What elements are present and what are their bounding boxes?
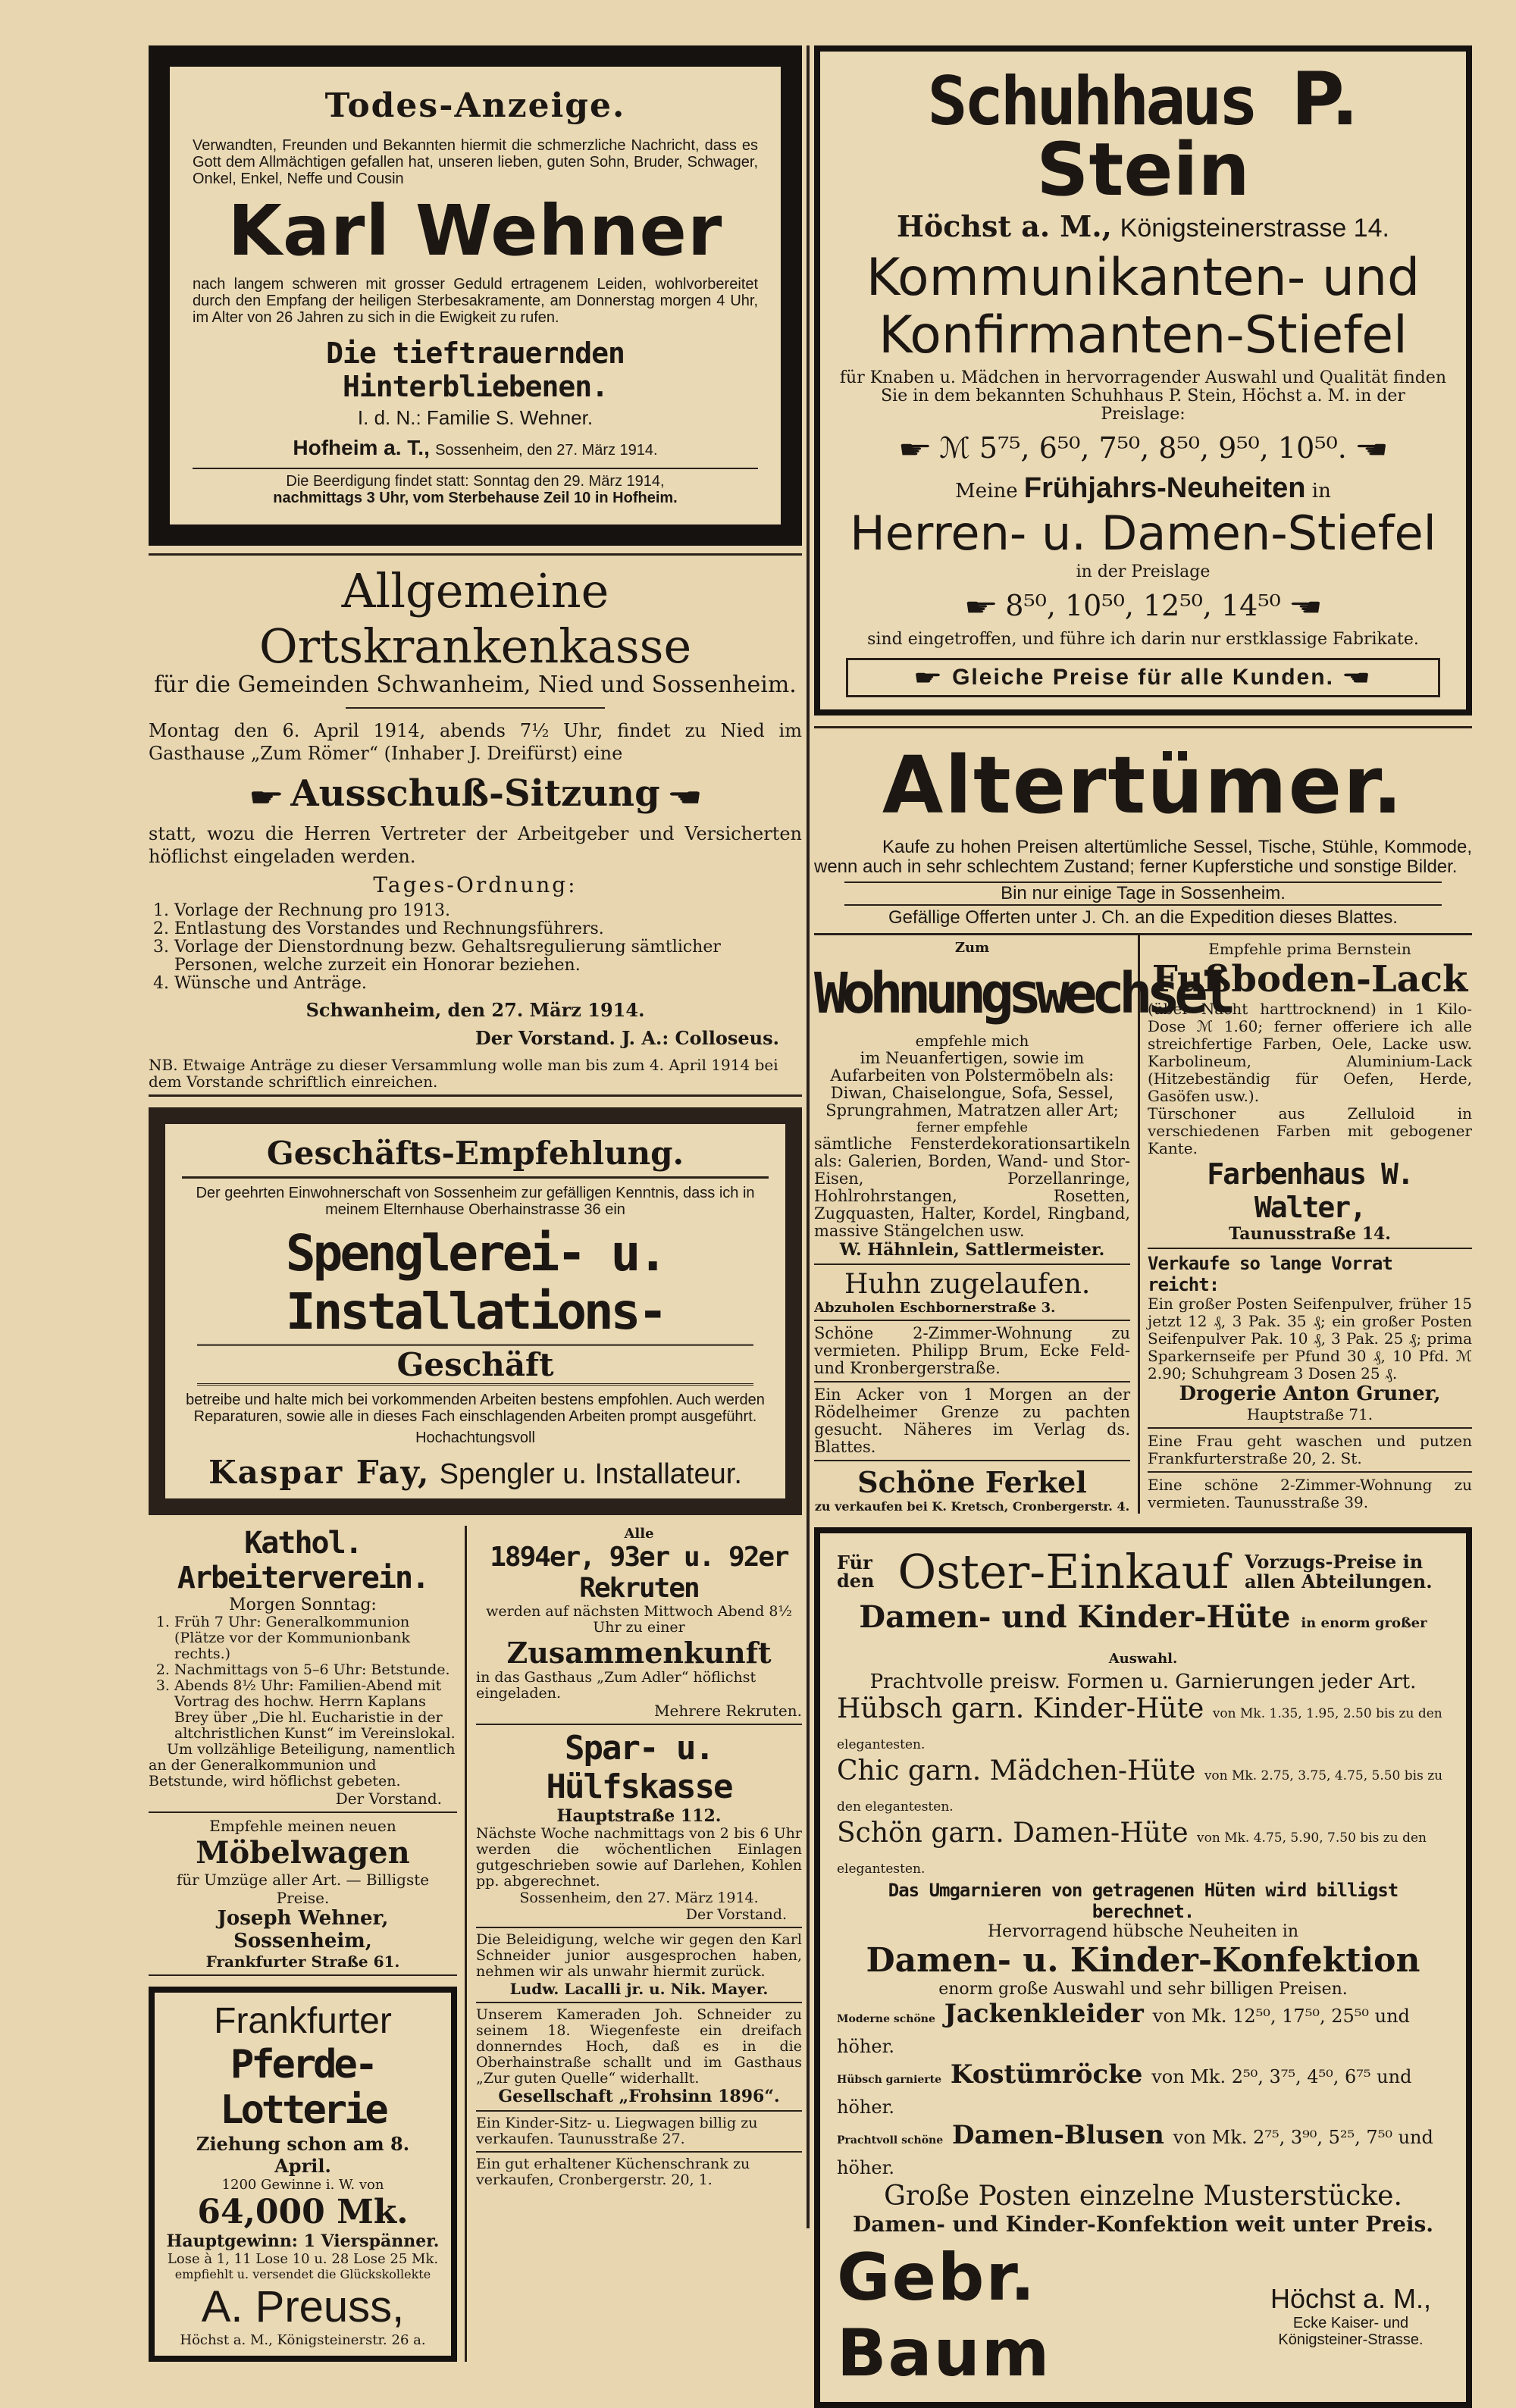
verein-sign: Der Vorstand. xyxy=(335,1790,442,1808)
business-body: betreibe und halte mich bei vorkommenden Arbeiten bestens empfohlen. Auch werden Reparaturen, sowie alle in dieses Fach einschlagenden Arbeiten prompt ausgeführt. xyxy=(186,1392,765,1425)
stein-head-1: Kommunikanten- und xyxy=(866,248,1420,308)
lottery-l10: Höchst a. M., Königsteinerstr. 26 a. xyxy=(180,2332,426,2348)
place: Hofheim a. T., xyxy=(293,436,430,459)
wohnung-pre: Zum xyxy=(954,940,990,956)
deceased-name: Karl Wehner xyxy=(227,190,723,271)
divider xyxy=(193,468,758,469)
column-divider xyxy=(807,45,810,2228)
verein-sub: Morgen Sonntag: xyxy=(229,1595,377,1614)
oster-line6: Hervorragend hübsche Neuheiten in xyxy=(988,1922,1298,1941)
hand-left-icon: ☚ xyxy=(1288,593,1323,622)
kasse-date: Schwanheim, den 27. März 1914. xyxy=(305,999,645,1021)
wohnung-title: Wohnungswechsel xyxy=(814,961,1230,1026)
stein-new-post: in xyxy=(1311,480,1331,503)
oster-pre: Für den xyxy=(837,1551,875,1592)
beleid-body: Die Beleidigung, welche wir gegen den Karl Schneider junior ausgesprochen haben, nehmen wir als unwahr hiermit zurück. xyxy=(476,1931,802,1980)
bernstein-body2: Türschoner aus Zelluloid in verschiedenen Farben mit gebogener Kante. xyxy=(1148,1104,1472,1157)
divider xyxy=(814,1320,1130,1321)
lottery-l1: Frankfurter xyxy=(214,2001,392,2041)
hand-left-icon: ☚ xyxy=(667,783,702,812)
divider xyxy=(149,1094,802,1097)
verein-item: 1. Früh 7 Uhr: Generalkommunion (Plätze vor der Kommunionbank rechts.) xyxy=(174,1614,457,1662)
hand-right-icon: ☛ xyxy=(249,783,283,812)
divider xyxy=(476,1927,802,1928)
divider xyxy=(814,1263,1130,1265)
oster-line1: Prachtvolle preisw. Formen u. Garnierungen jeder Art. xyxy=(869,1671,1417,1693)
lottery-l8: empfiehlt u. versendet die Glückskollekte xyxy=(174,2267,431,2281)
stein-new-pre: Meine xyxy=(955,480,1018,503)
verein-list xyxy=(174,1614,457,1742)
divider xyxy=(149,553,802,556)
death-notice-intro: Verwandten, Freunden und Bekannten hiermit die schmerzliche Nachricht, dass es Gott dem Allmächtigen gefallen hat, unseren lieben, guten Sohn, Bruder, Schwager, Onkel, Enkel, Neffe und Cousin xyxy=(193,137,758,187)
date: Sossenheim, den 27. März 1914. xyxy=(435,442,658,459)
schrank-body: Ein gut erhaltener Küchenschrank zu verkaufen, Cronbergerstr. 20, 1. xyxy=(476,2156,750,2188)
rekruten-body: werden auf nächsten Mittwoch Abend 8½ Uhr zu einer xyxy=(486,1603,792,1636)
lottery-l2: Pferde-Lotterie xyxy=(220,2042,386,2133)
verein-item: 2. Nachmittags von 5–6 Uhr: Betstunde. xyxy=(174,1662,457,1678)
antiques-offer: Gefällige Offerten unter J. Ch. an die Expedition dieses Blattes. xyxy=(888,907,1398,928)
bernstein-shop: Farbenhaus W. Walter, xyxy=(1207,1157,1413,1224)
oster-p3 xyxy=(837,2120,1449,2181)
stein-head-3: Herren- u. Damen-Stiefel xyxy=(850,506,1436,561)
business-trade-2: Geschäft xyxy=(197,1344,753,1386)
moebel-line2: für Umzüge aller Art. — Billigste Preise. xyxy=(176,1871,430,1907)
death-notice xyxy=(149,45,802,546)
wohnung-sign: W. Hähnlein, Sattlermeister. xyxy=(839,1240,1105,1260)
oster-header xyxy=(837,1544,1449,1599)
oster-firm xyxy=(837,2240,1449,2391)
rekruten-pre: Alle xyxy=(624,1526,654,1542)
acker-body: Ein Acker von 1 Morgen an der Rödelheimer Grenze zu pachten gesucht. Näheres im Verlag ds. Blattes. xyxy=(814,1386,1130,1456)
agenda-item: 2. Entlastung des Vorstandes und Rechnungsführers. xyxy=(174,920,802,938)
kasse-intro: Montag den 6. April 1914, abends 7½ Uhr, findet zu Nied im Gasthause „Zum Römer“ (Inhaber J. Dreifürst) eine xyxy=(149,720,802,764)
p3-prices: von Mk. 2⁷⁵, 3⁹⁰, 5²⁵, 7⁵⁰ und höher. xyxy=(837,2127,1433,2178)
stein-same-label: Gleiche Preise für alle Kunden. xyxy=(952,665,1334,690)
family-line: I. d. N.: Familie S. Wehner. xyxy=(357,406,594,429)
oster-line8: Große Posten einzelne Musterstücke. xyxy=(884,2181,1402,2212)
oster-p1 xyxy=(837,1999,1449,2059)
wohnung-body2: sämtliche Fensterdekorationsartikeln als: Galerien, Borden, Wand- und Stor-Eisen, Porzellanringe, Hohlrohrstangen, Rosetten, Zugquasten, Halter, Kordel, Ringband, massive Stängelchen usw. xyxy=(814,1135,1130,1240)
stein-prices-2 xyxy=(837,589,1449,622)
lottery-l9: A. Preuss, xyxy=(201,2282,405,2331)
stein-title-1: Schuhhaus xyxy=(927,62,1255,140)
bernstein-addr: Taunusstraße 14. xyxy=(1229,1224,1391,1244)
divider xyxy=(476,2151,802,2153)
oster-p2 xyxy=(837,2059,1449,2120)
agenda-item: 4. Wünsche und Anträge. xyxy=(174,975,802,993)
kasse-note: NB. Etwaige Anträge zu dieser Versammlung wolle man bis zum 4. April 1914 bei dem Vorstande schriftlich einreichen. xyxy=(149,1056,778,1091)
rekruten-body2: in das Gasthaus „Zum Adler“ höflichst eingeladen. xyxy=(476,1669,756,1702)
stein-same-price xyxy=(846,658,1440,697)
divider xyxy=(476,2110,802,2112)
kinder-hute-price: von Mk. 1.35, 1.95, 2.50 bis zu den elegantesten. xyxy=(837,1706,1442,1752)
ferkel-title: Schöne Ferkel xyxy=(857,1465,1087,1499)
oster-line9: Damen- und Kinder-Konfektion weit unter Preis. xyxy=(852,2212,1434,2237)
p3-label: Prachtvoll schöne xyxy=(837,2134,944,2147)
sitzwagen-body: Ein Kinder-Sitz- u. Liegwagen billig zu verkaufen. Taunusstraße 27. xyxy=(476,2115,758,2147)
madchen-hute-price: von Mk. 2.75, 3.75, 4.75, 5.50 bis zu den elegantesten. xyxy=(837,1768,1443,1815)
spar-body: Nächste Woche nachmittags von 2 bis 6 Uhr werden die wöchentlichen Einlagen gutgeschrieben sowie auf Darlehen, Kohlen pp. abgerechnet. xyxy=(476,1825,802,1890)
agenda-item: 1. Vorlage der Rechnung pro 1913. xyxy=(174,902,802,920)
right-column xyxy=(814,45,1472,2408)
lottery-l5: 64,000 Mk. xyxy=(197,2193,409,2231)
damen-hute-price: von Mk. 4.75, 5.90, 7.50 bis zu den elegantesten. xyxy=(837,1830,1427,1877)
gruner-addr: Hauptstraße 71. xyxy=(1246,1405,1373,1423)
stein-prices-1 xyxy=(837,431,1449,465)
waschen-body: Eine Frau geht waschen und putzen Frankfurterstraße 20, 2. St. xyxy=(1148,1432,1472,1467)
funeral-line-1: Die Beerdigung findet statt: Sonntag den 29. März 1914, xyxy=(286,473,665,490)
shoe-store-ad xyxy=(814,45,1472,716)
oster-line2 xyxy=(837,1693,1449,1755)
ferkel-body: zu verkaufen bei K. Kretsch, Cronbergerstr. 4. xyxy=(814,1499,1130,1514)
place-date-line xyxy=(193,436,758,460)
divider xyxy=(814,1460,1130,1461)
stein-title-2: P. Stein xyxy=(1036,57,1359,212)
stein-text-2: in der Preislage xyxy=(1076,562,1211,581)
wohnung-body: im Neuanfertigen, sowie im Aufarbeiten von Polstermöbeln als: Diwan, Chaiselongue, Sofa, Sessel, Sprungrahmen, Matratzen aller Art; xyxy=(825,1049,1119,1119)
kasse-event-label: Ausschuß-Sitzung xyxy=(290,772,660,815)
oster-hats-note: in enorm großer Auswahl. xyxy=(1108,1615,1427,1667)
oster-hats xyxy=(837,1599,1449,1671)
business-regards: Hochachtungsvoll xyxy=(415,1429,535,1446)
stein-text: für Knaben u. Mädchen in hervorragender Auswahl und Qualität finden Sie in dem bekannten Schuhhaus P. Stein, Höchst a. M. in der Preislage: xyxy=(839,368,1447,424)
death-notice-body: nach langem schweren mit grosser Geduld ertragenem Leiden, wohlvorbereitet durch den Empfang der heiligen Sterbesakramente, am Donnerstag morgen 4 Uhr, im Alter von 26 Jahren zu sich in die Ewigkeit zu rufen. xyxy=(193,276,758,326)
firm-addr: Ecke Kaiser- und Königsteiner-Strasse. xyxy=(1278,2315,1424,2348)
beleid-sign: Ludw. Lacalli jr. u. Nik. Mayer. xyxy=(509,1980,769,1998)
antiques-body: Kaufe zu hohen Preisen altertümliche Sessel, Tische, Stühle, Kommode, wenn auch in sehr schlechtem Zustand; ferner Kupferstiche und sonstige Bilder. xyxy=(814,837,1472,877)
lower-left-columns xyxy=(149,1526,802,2362)
lottery-l3: Ziehung schon am 8. April. xyxy=(196,2133,410,2177)
rekruten-event: Zusammenkunft xyxy=(506,1636,772,1670)
divider xyxy=(1148,1427,1472,1429)
agenda-item: 3. Vorlage der Dienstordnung bezw. Gehaltsregulierung sämtlicher Personen, welche zurzeit ein Honorar beziehen. xyxy=(174,938,802,975)
kasse-title: Allgemeine Ortskrankenkasse xyxy=(258,563,692,674)
gruner-name: Drogerie Anton Gruner, xyxy=(1179,1382,1441,1405)
stein-title xyxy=(837,57,1449,212)
huhn-title: Huhn zugelaufen. xyxy=(844,1269,1091,1300)
mourners-line: Die tieftrauernden Hinterbliebenen. xyxy=(326,337,625,403)
kasse-event xyxy=(149,772,802,815)
bernstein-pre: Empfehle prima Bernstein xyxy=(1208,940,1411,958)
p1: Jackenkleider xyxy=(944,1999,1144,2029)
ortskrankenkasse-notice xyxy=(149,563,802,1090)
business-trade: Spenglerei- u. Installations- xyxy=(285,1224,666,1341)
p2: Kostümröcke xyxy=(950,2059,1143,2090)
hand-right-icon: ☛ xyxy=(897,435,932,464)
bernstein-body: (über Nacht harttrocknend) in 1 Kilo-Dose ℳ 1.60; ferner offeriere ich alle streichfertige Farben, Oele, Lacke usw. Karbolineum, Aluminium-Lack (Hitzebeständig für Oefen, Herde, Gasöfen usw.). xyxy=(1148,1000,1472,1105)
right-lower-col-1 xyxy=(814,935,1230,1514)
stein-loc: Höchst a. M., xyxy=(897,209,1112,243)
stein-text-3: sind eingetroffen, und führe ich darin nur erstklassige Fabrikate. xyxy=(867,630,1419,649)
divider xyxy=(1148,1471,1472,1473)
spar-addr: Hauptstraße 112. xyxy=(556,1806,722,1826)
divider xyxy=(476,1724,802,1725)
stein-addr: Königsteinerstrasse 14. xyxy=(1120,214,1389,243)
spar-date: Sossenheim, den 27. März 1914. xyxy=(519,1890,759,1906)
moebel-ad xyxy=(149,1817,457,1871)
damen-hute: Schön garn. Damen-Hüte xyxy=(837,1818,1189,1849)
stein-new: Frühjahrs-Neuheiten xyxy=(1023,472,1306,504)
wohnung-sub2: ferner empfehle xyxy=(916,1119,1029,1135)
madchen-hute: Chic garn. Mädchen-Hüte xyxy=(837,1755,1196,1786)
moebel-line1: Empfehle meinen neuen xyxy=(209,1817,396,1835)
p1-prices: von Mk. 12⁵⁰, 17⁵⁰, 25⁵⁰ und höher. xyxy=(837,2006,1410,2057)
hand-left-icon: ☚ xyxy=(1342,666,1373,689)
owner-job: Spengler u. Installateur. xyxy=(439,1458,742,1490)
wohnung2-body: Schöne 2-Zimmer-Wohnung zu vermieten. Philipp Brum, Ecke Feld- und Kronbergerstraße. xyxy=(814,1324,1130,1377)
wohnung-sub: empfehle mich xyxy=(915,1032,1029,1050)
divider xyxy=(149,1811,457,1813)
divider xyxy=(476,2002,802,2003)
business-owner xyxy=(182,1454,769,1491)
moebel-addr: Frankfurter Straße 61. xyxy=(205,1952,400,1971)
schneider-sign: Gesellschaft „Frohsinn 1896“. xyxy=(498,2087,780,2106)
antiques-ad xyxy=(814,739,1472,928)
kasse-subtitle: für die Gemeinden Schwanheim, Nied und Sossenheim. xyxy=(154,672,797,698)
p3: Damen-Blusen xyxy=(951,2120,1164,2150)
firm-name: Gebr. Baum xyxy=(837,2240,1051,2391)
oster-post: Vorzugs-Preise in allen Abteilungen. xyxy=(1245,1550,1433,1592)
rekruten-title: 1894er, 93er u. 92er Rekruten xyxy=(490,1542,788,1604)
kinder-hute: Hübsch garn. Kinder-Hüte xyxy=(837,1693,1204,1724)
p1-label: Moderne schöne xyxy=(837,2013,935,2025)
left-column xyxy=(149,45,802,2362)
lottery-ad xyxy=(149,1987,457,2362)
oster-line7: enorm große Auswahl und sehr billigen Preisen. xyxy=(938,1980,1348,1999)
gruner-body: Ein großer Posten Seifenpulver, früher 15 jetzt 12 ₰, 3 Pak. 35 ₰; ein großer Posten Seifenpulver Pak. 10 ₰, 3 Pak. 25 ₰; prima Sparkernseife per Pfund 30 ₰, 10 Pfd. ℳ 2.90; Schuhgream 3 Dosen 25 ₰. xyxy=(1148,1295,1472,1382)
divider xyxy=(346,707,605,709)
business-intro: Der geehrten Einwohnerschaft von Sossenheim zur gefälligen Kenntnis, dass ich in meinem Elternhause Oberhainstrasse 36 ein xyxy=(196,1185,755,1218)
rekruten-sign: Mehrere Rekruten. xyxy=(654,1702,802,1720)
business-recommendation xyxy=(149,1107,802,1515)
p2-prices: von Mk. 2⁵⁰, 3⁷⁵, 4⁵⁰, 6⁷⁵ und höher. xyxy=(837,2066,1412,2118)
agenda-title: Tages-Ordnung: xyxy=(373,872,578,897)
oster-title: Oster-Einkauf xyxy=(897,1544,1229,1599)
funeral-line-2: nachmittags 3 Uhr, vom Sterbehause Zeil 10 in Hofheim. xyxy=(273,490,678,506)
huhn-body: Abzuholen Eschbornerstraße 3. xyxy=(814,1300,1056,1316)
lottery-l4: 1200 Gewinne i. W. von xyxy=(221,2177,384,2193)
oster-line3 xyxy=(837,1755,1449,1818)
p2-label: Hübsch garnierte xyxy=(837,2074,942,2086)
moebel-name: Joseph Wehner, Sossenheim, xyxy=(217,1907,389,1952)
right-lower-col-2 xyxy=(1140,935,1472,1514)
moebel-word: Möbelwagen xyxy=(196,1835,410,1871)
gruner-title: Verkaufe so lange Vorrat reicht: xyxy=(1148,1253,1392,1295)
bernstein-title: Fußboden-Lack xyxy=(1151,958,1468,1000)
divider xyxy=(814,726,1472,728)
stein-address xyxy=(837,209,1449,243)
spar-sign: Der Vorstand. xyxy=(685,1906,787,1923)
stein-new-line xyxy=(837,472,1449,505)
owner-name: Kaspar Fay, xyxy=(208,1454,431,1491)
antiques-note: Bin nur einige Tage in Sossenheim. xyxy=(844,881,1442,906)
spar-title: Spar- u. Hülfskasse xyxy=(546,1729,732,1806)
kasse-invite: statt, wozu die Herren Vertreter der Arbeitgeber und Versicherten höflichst eingeladen werden. xyxy=(149,823,802,867)
easter-shopping-ad xyxy=(814,1527,1472,2408)
business-title: Geschäfts-Empfehlung. xyxy=(182,1135,769,1179)
lower-left-col-2 xyxy=(467,1526,802,2362)
antiques-title: Altertümer. xyxy=(882,739,1405,831)
hand-left-icon: ☚ xyxy=(1354,435,1389,464)
verein-item: 3. Abends 8½ Uhr: Familien-Abend mit Vortrag des hochw. Herrn Kaplans Brey über „Die hl. Eucharistie in der altchristlichen Kunst“ im Vereinslokal. xyxy=(174,1678,457,1742)
oster-hats-label: Damen- und Kinder-Hüte xyxy=(859,1599,1291,1635)
oster-head: Damen- u. Kinder-Konfektion xyxy=(866,1941,1420,1980)
hand-right-icon: ☛ xyxy=(963,593,998,622)
verein-note: Um vollzählige Beteiligung, namentlich an der Generalkommunion und Betstunde, wird höflichst gebeten. xyxy=(149,1741,456,1790)
agenda-list xyxy=(174,902,802,993)
stein-head-2: Konfirmanten-Stiefel xyxy=(879,305,1408,365)
wohnung3-body: Eine schöne 2-Zimmer-Wohnung zu vermieten. Taunusstraße 39. xyxy=(1148,1476,1472,1511)
firm-address xyxy=(1252,2283,1449,2348)
death-notice-title: Todes-Anzeige. xyxy=(324,86,626,125)
divider xyxy=(814,1381,1130,1382)
oster-line4 xyxy=(837,1818,1449,1880)
hand-right-icon: ☛ xyxy=(913,666,944,689)
oster-line5: Das Umgarnieren von getragenen Hüten wird billigst berechnet. xyxy=(888,1880,1399,1922)
kasse-sign: Der Vorstand. J. A.: Colloseus. xyxy=(475,1027,779,1049)
lottery-l6: Hauptgewinn: 1 Vierspänner. xyxy=(166,2231,440,2251)
divider xyxy=(149,1974,457,1976)
lottery-l7: Lose à 1, 11 Lose 10 u. 28 Lose 25 Mk. xyxy=(167,2251,439,2267)
stein-prices-2-value: 8⁵⁰, 10⁵⁰, 12⁵⁰, 14⁵⁰ xyxy=(1005,589,1281,622)
firm-loc: Höchst a. M., xyxy=(1270,2283,1432,2314)
divider xyxy=(1148,1248,1472,1249)
verein-title: Kathol. Arbeiterverein. xyxy=(177,1526,429,1595)
right-lower-columns xyxy=(814,933,1472,1514)
lower-left-col-1 xyxy=(149,1526,467,2362)
schneider-body: Unserem Kameraden Joh. Schneider zu seinem 18. Wiegenfeste ein dreifach donnerndes Hoch, daß es in die Oberhainstraße schallt und im Gasthaus „Zur guten Quelle“ widerhallt. xyxy=(476,2006,802,2087)
stein-prices-1-value: ℳ 5⁷⁵, 6⁵⁰, 7⁵⁰, 8⁵⁰, 9⁵⁰, 10⁵⁰. xyxy=(939,431,1347,465)
